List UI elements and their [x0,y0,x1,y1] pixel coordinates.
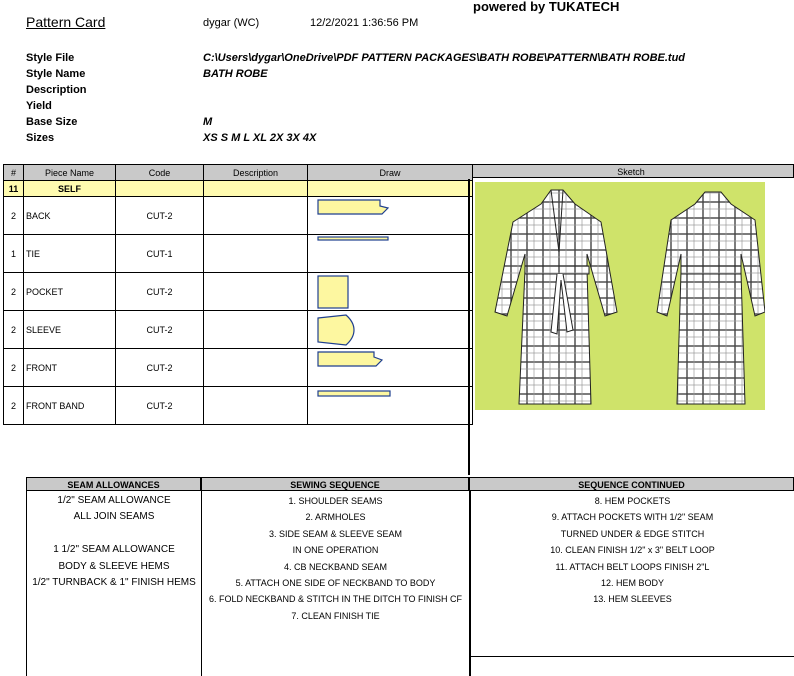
description-label: Description [26,84,87,96]
piece-name: FRONT [24,349,116,387]
style-file-label: Style File [26,52,75,64]
tie-piece-shape [310,236,470,272]
table-row[interactable] [4,387,473,425]
sizes-value: XS S M L XL 2X 3X 4X [203,132,317,144]
piece-code: CUT-2 [116,387,204,425]
sewing-step: 4. CB NECKBAND SEAM [283,561,388,572]
robe-back [657,192,765,404]
sewing-step: 2. ARMHOLES [305,512,366,523]
brand-label: powered by TUKATECH [473,0,620,14]
piece-code: CUT-1 [116,235,204,273]
piece-code: CUT-2 [116,273,204,311]
sketch-column-header: Sketch [468,164,794,178]
sewing-step: 3. SIDE SEAM & SLEEVE SEAM [268,528,403,539]
seam-line: 1 1/2" SEAM ALLOWANCE [53,544,175,556]
sewing-step: 6. FOLD NECKBAND & STITCH IN THE DITCH TO FINISH CF [208,594,463,605]
piece-draw-sleeve [308,311,473,349]
continued-step: 12. HEM BODY [600,578,665,589]
piece-code: CUT-2 [116,197,204,235]
piece-qty: 2 [4,387,24,425]
continued-step: 11. ATTACH BELT LOOPS FINISH 2"L [555,561,710,572]
piece-qty: 2 [4,273,24,311]
description-column-header: Description [204,165,308,181]
table-row[interactable] [4,349,473,387]
pocket-piece-shape [310,274,470,310]
sewing-step: IN ONE OPERATION [292,545,379,556]
piece-code: CUT-2 [116,311,204,349]
continued-step: 10. CLEAN FINISH 1/2" x 3" BELT LOOP [550,545,715,556]
timestamp: 12/2/2021 1:36:56 PM [310,17,419,29]
seam-line: BODY & SLEEVE HEMS [58,560,170,572]
sewing-sequence-header: SEWING SEQUENCE [201,477,469,491]
sleeve-piece-shape [310,312,470,348]
piece-description [204,235,308,273]
seam-allowances-header: SEAM ALLOWANCES [26,477,201,491]
sewing-step: 1. SHOULDER SEAMS [288,496,383,506]
group-code-cell [116,181,204,197]
seam-line: 1/2" SEAM ALLOWANCE [57,495,171,506]
piece-name: POCKET [24,273,116,311]
seam-line-blank [27,526,201,542]
piece-name-column-header: Piece Name [24,165,116,181]
sewing-sequence-body [202,493,469,624]
piece-name: TIE [24,235,116,273]
piece-description [204,311,308,349]
style-name-label: Style Name [26,68,86,80]
sewing-step: 7. CLEAN FINISH TIE [291,610,380,621]
piece-draw-back [308,197,473,235]
piece-qty: 2 [4,311,24,349]
sizes-label: Sizes [26,132,55,144]
seam-allowances-body [27,493,201,591]
back-piece-shape [310,198,470,234]
piece-draw-tie [308,235,473,273]
style-name-value: BATH ROBE [203,68,268,80]
group-draw-cell [308,181,473,197]
table-row[interactable] [4,197,473,235]
pieces-table [3,164,473,425]
base-size-label: Base Size [26,116,78,128]
seam-line: 1/2" TURNBACK & 1" FINISH HEMS [32,577,196,589]
seam-line: ALL JOIN SEAMS [73,511,155,523]
piece-draw-pocket [308,273,473,311]
piece-description [204,349,308,387]
draw-column-header: Draw [308,165,473,181]
piece-draw-front [308,349,473,387]
piece-qty: 2 [4,349,24,387]
group-description-cell [204,181,308,197]
piece-description [204,387,308,425]
piece-qty: 1 [4,235,24,273]
yield-label: Yield [26,100,52,112]
piece-description [204,197,308,235]
piece-draw-front-band [308,387,473,425]
group-count: 11 [4,181,24,197]
table-row[interactable] [4,235,473,273]
group-row-self [4,181,473,197]
continued-step: 13. HEM SLEEVES [593,594,672,605]
piece-name: SLEEVE [24,311,116,349]
robe-front [495,190,617,404]
sequence-continued-header: SEQUENCE CONTINUED [469,477,794,491]
piece-description [204,273,308,311]
sketch-image [475,182,765,410]
continued-step: TURNED UNDER & EDGE STITCH [560,528,705,539]
table-header-row [4,165,473,181]
sewing-step: 5. ATTACH ONE SIDE OF NECKBAND TO BODY [235,578,436,589]
code-column-header: Code [116,165,204,181]
front-band-piece-shape [310,388,470,424]
user-name: dygar (WC) [203,17,260,29]
piece-name: FRONT BAND [24,387,116,425]
front-piece-shape [310,350,470,386]
pattern-card-title: Pattern Card [26,14,106,30]
piece-qty: 2 [4,197,24,235]
table-row[interactable] [4,311,473,349]
qty-column-header: # [4,165,24,181]
piece-code: CUT-2 [116,349,204,387]
sequence-continued-body [471,493,794,608]
style-file-value: C:\Users\dygar\OneDrive\PDF PATTERN PACKAGES\BATH ROBE\PATTERN\BATH ROBE.tud [203,52,686,64]
continued-bottom-border [469,656,794,657]
continued-step: 8. HEM POCKETS [594,496,671,506]
bathrobe-sketch [475,182,765,410]
table-row[interactable] [4,273,473,311]
piece-name: BACK [24,197,116,235]
group-name: SELF [24,181,116,197]
continued-step: 9. ATTACH POCKETS WITH 1/2" SEAM [551,512,714,523]
base-size-value: M [203,116,213,128]
